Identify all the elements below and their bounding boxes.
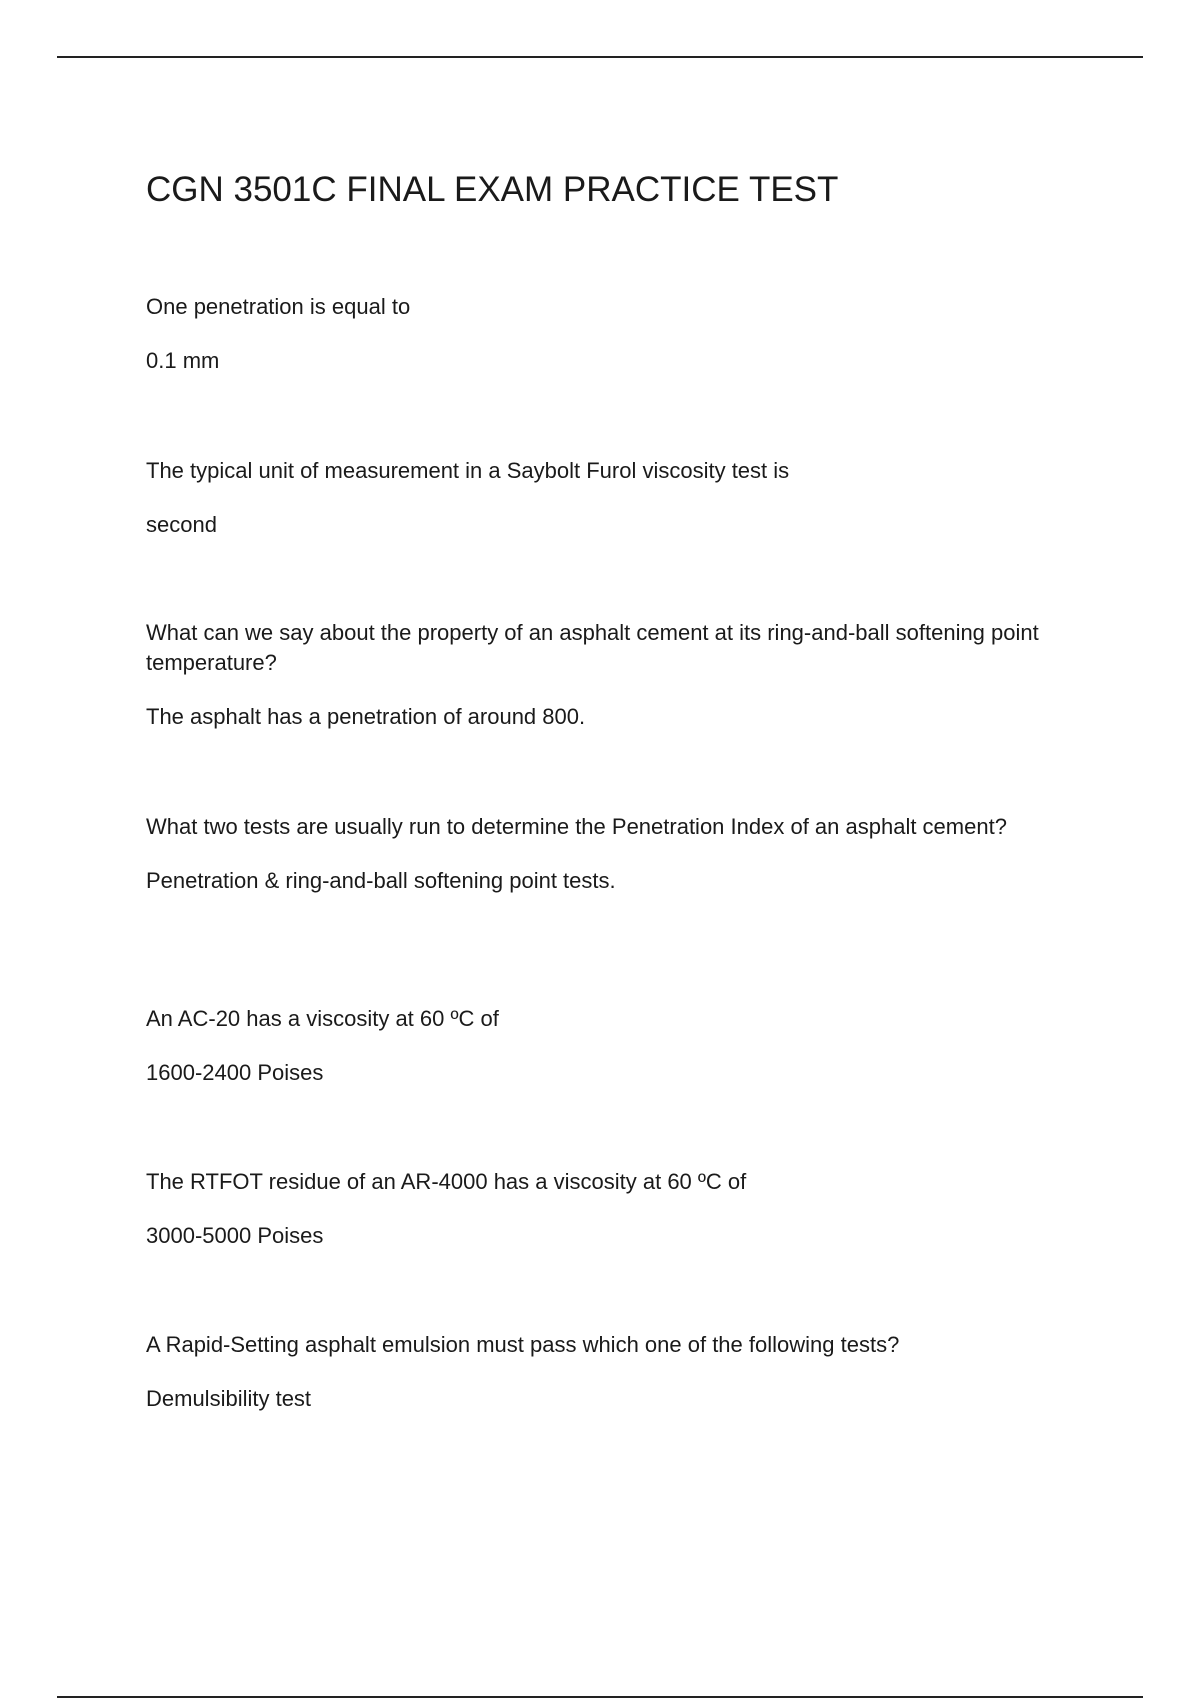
question-text: One penetration is equal to	[146, 294, 411, 319]
qa-item-2	[146, 456, 1086, 540]
top-divider	[57, 56, 1143, 58]
question-text: The RTFOT residue of an AR-4000 has a viscosity at 60 ºC of	[146, 1169, 747, 1194]
qa-item-6	[146, 1167, 1086, 1251]
answer-text: 0.1 mm	[146, 348, 220, 373]
qa-item-4	[146, 812, 1086, 896]
answer-text: Penetration & ring-and-ball softening point tests.	[146, 868, 616, 893]
question-text: A Rapid-Setting asphalt emulsion must pass which one of the following tests?	[146, 1332, 900, 1357]
document-title: CGN 3501C FINAL EXAM PRACTICE TEST	[146, 170, 839, 209]
question-text: The typical unit of measurement in a Saybolt Furol viscosity test is	[146, 458, 790, 483]
question-text: What can we say about the property of an asphalt cement at its ring-and-ball softening point temperature?	[146, 620, 1039, 675]
qa-item-3	[146, 618, 1086, 732]
answer-text: 1600-2400 Poises	[146, 1060, 324, 1085]
answer-text: The asphalt has a penetration of around 800.	[146, 704, 586, 729]
qa-item-7	[146, 1330, 1086, 1414]
qa-item-5	[146, 1004, 1086, 1088]
answer-text: Demulsibility test	[146, 1386, 312, 1411]
question-text: An AC-20 has a viscosity at 60 ºC of	[146, 1006, 499, 1031]
qa-item-1	[146, 292, 1086, 376]
bottom-divider	[57, 1696, 1143, 1698]
answer-text: 3000-5000 Poises	[146, 1223, 324, 1248]
answer-text: second	[146, 512, 217, 537]
question-text: What two tests are usually run to determine the Penetration Index of an asphalt cement?	[146, 814, 1007, 839]
